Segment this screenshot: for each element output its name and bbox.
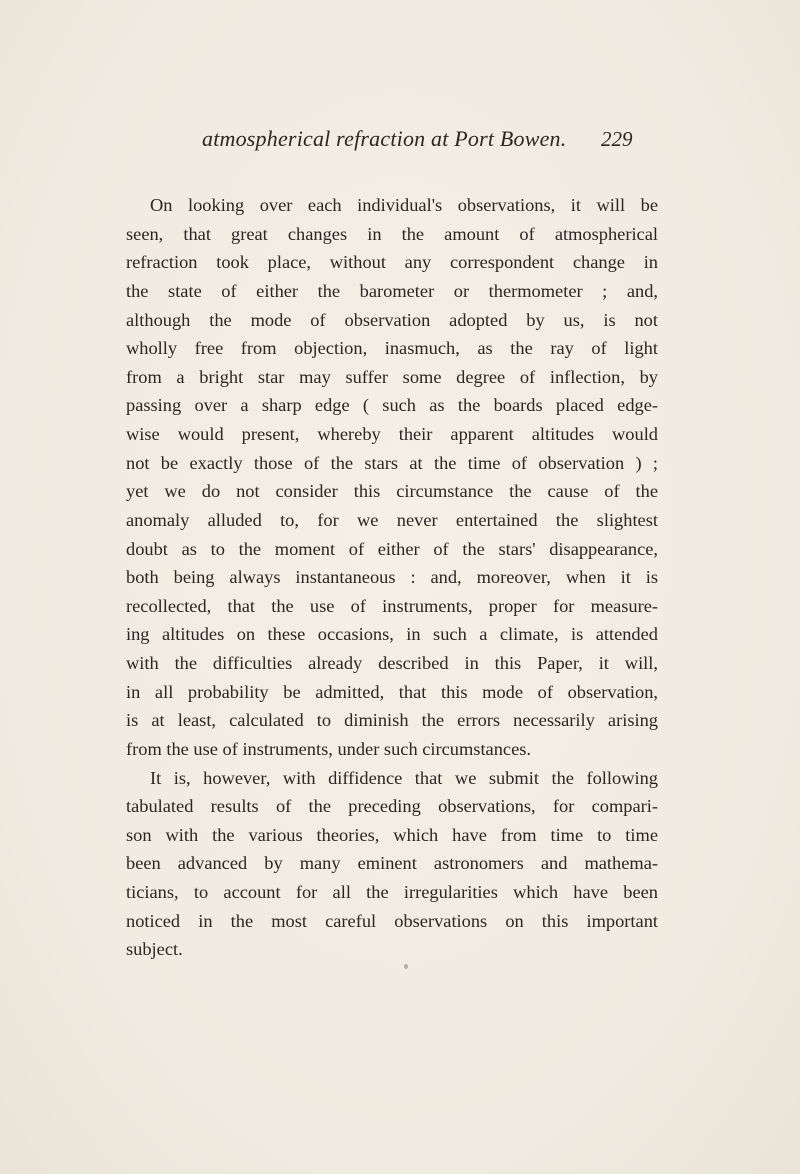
text-line: refraction took place, without any correspondent change in [126, 252, 658, 273]
body-text [126, 191, 658, 964]
page-number: 229 [601, 127, 633, 151]
text-line: subject. [126, 939, 183, 960]
paragraph-1 [126, 191, 658, 764]
text-line: not be exactly those of the stars at the time of observation ) ; [126, 452, 658, 473]
text-line: noticed in the most careful observations on this important [126, 910, 658, 931]
text-line: seen, that great changes in the amount of atmospherical [126, 223, 658, 244]
text-line: is at least, calculated to diminish the errors necessarily arising [126, 710, 658, 731]
running-title: atmospherical refraction at Port Bowen. [202, 126, 567, 151]
text-line: the state of either the barometer or thermometer ; and, [126, 280, 658, 301]
text-line: in all probability be admitted, that this mode of observation, [126, 681, 658, 702]
text-line: been advanced by many eminent astronomers and mathema- [126, 853, 658, 874]
paragraph-2 [126, 764, 658, 964]
paper-speck [404, 964, 408, 969]
text-line: tabulated results of the preceding observations, for compari- [126, 796, 658, 817]
text-line: wise would present, whereby their apparent altitudes would [126, 424, 658, 444]
text-line: doubt as to the moment of either of the stars' disappearance, [126, 538, 658, 559]
text-line: although the mode of observation adopted by us, is not [126, 309, 658, 330]
text-line: yet we do not consider this circumstance the cause of the [126, 481, 658, 502]
text-line: from a bright star may suffer some degree of inflection, by [126, 366, 658, 387]
text-line: It is, however, with diffidence that we submit the following [150, 767, 658, 788]
text-line: son with the various theories, which have from time to time [126, 824, 658, 845]
text-line: with the difficulties already described in this Paper, it will, [126, 653, 658, 673]
text-line: recollected, that the use of instruments, proper for measure- [126, 595, 658, 616]
text-line: both being always instantaneous : and, moreover, when it is [126, 567, 658, 588]
text-line: wholly free from objection, inasmuch, as the ray of light [126, 338, 658, 359]
text-line: ing altitudes on these occasions, in such a climate, is attended [126, 624, 658, 645]
text-line: passing over a sharp edge ( such as the boards placed edge- [126, 395, 658, 416]
text-line: On looking over each individual's observations, it will be [150, 195, 658, 215]
text-line: from the use of instruments, under such circumstances. [126, 738, 531, 759]
text-line: anomaly alluded to, for we never entertained the slightest [126, 509, 658, 530]
text-line: ticians, to account for all the irregularities which have been [126, 882, 658, 902]
